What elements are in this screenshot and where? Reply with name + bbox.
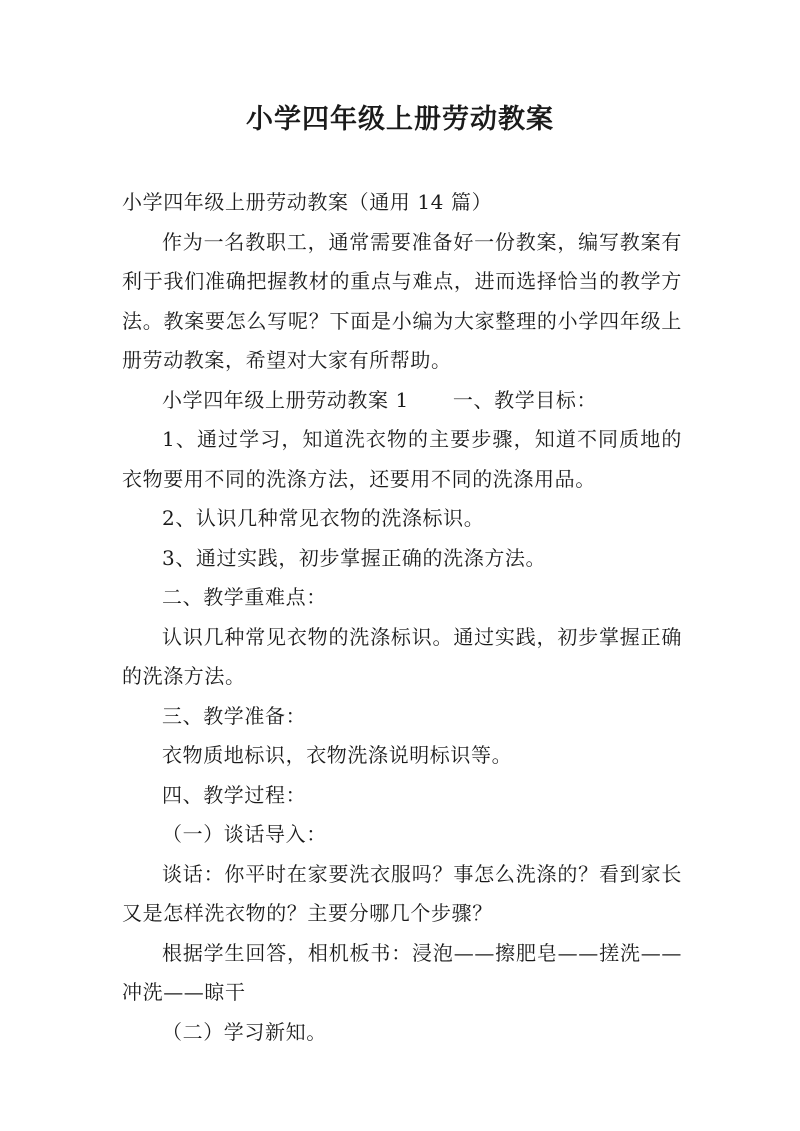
key-points-paragraph: 认识几种常见衣物的洗涤标识。通过实践，初步掌握正确的洗涤方法。 [122, 624, 682, 688]
goal-2: 2、认识几种常见衣物的洗涤标识。 [162, 506, 485, 530]
document-title: 小学四年级上册劳动教案 [246, 104, 554, 135]
document-subtitle: 小学四年级上册劳动教案（通用 14 篇） [122, 190, 493, 214]
section2-heading: 二、教学重难点： [162, 585, 327, 609]
board-paragraph: 根据学生回答，相机板书：浸泡——擦肥皂——搓洗——冲洗——晾干 [122, 940, 682, 1004]
intro-paragraph: 作为一名教职工，通常需要准备好一份教案，编写教案有利于我们准确把握教材的重点与难点，进而选择恰当的教学方法。教案要怎么写呢？下面是小编为大家整理的小学四年级上册劳动教案，希望对大家有所帮助。 [122, 229, 682, 372]
preparation-paragraph: 衣物质地标识，衣物洗涤说明标识等。 [162, 743, 513, 767]
talk-paragraph: 谈话：你平时在家要洗衣服吗？事怎么洗涤的？看到家长又是怎样洗衣物的？主要分哪几个步骤？ [122, 861, 682, 925]
lesson-heading-line [122, 381, 682, 421]
goal-3: 3、通过实践，初步掌握正确的洗涤方法。 [162, 545, 547, 570]
step1-heading: （一）谈话导入： [162, 822, 327, 846]
section3-heading: 三、教学准备： [162, 703, 307, 728]
lesson-heading: 小学四年级上册劳动教案 1 [162, 387, 409, 412]
goal-1: 1、通过学习，知道洗衣物的主要步骤，知道不同质地的衣物要用不同的洗涤方法，还要用不同的洗涤用品。 [122, 427, 682, 491]
section1-heading: 一、教学目标： [452, 387, 598, 412]
step2-heading: （二）学习新知。 [162, 1019, 327, 1044]
section4-heading: 四、教学过程： [162, 782, 307, 807]
document-body [122, 183, 682, 1052]
